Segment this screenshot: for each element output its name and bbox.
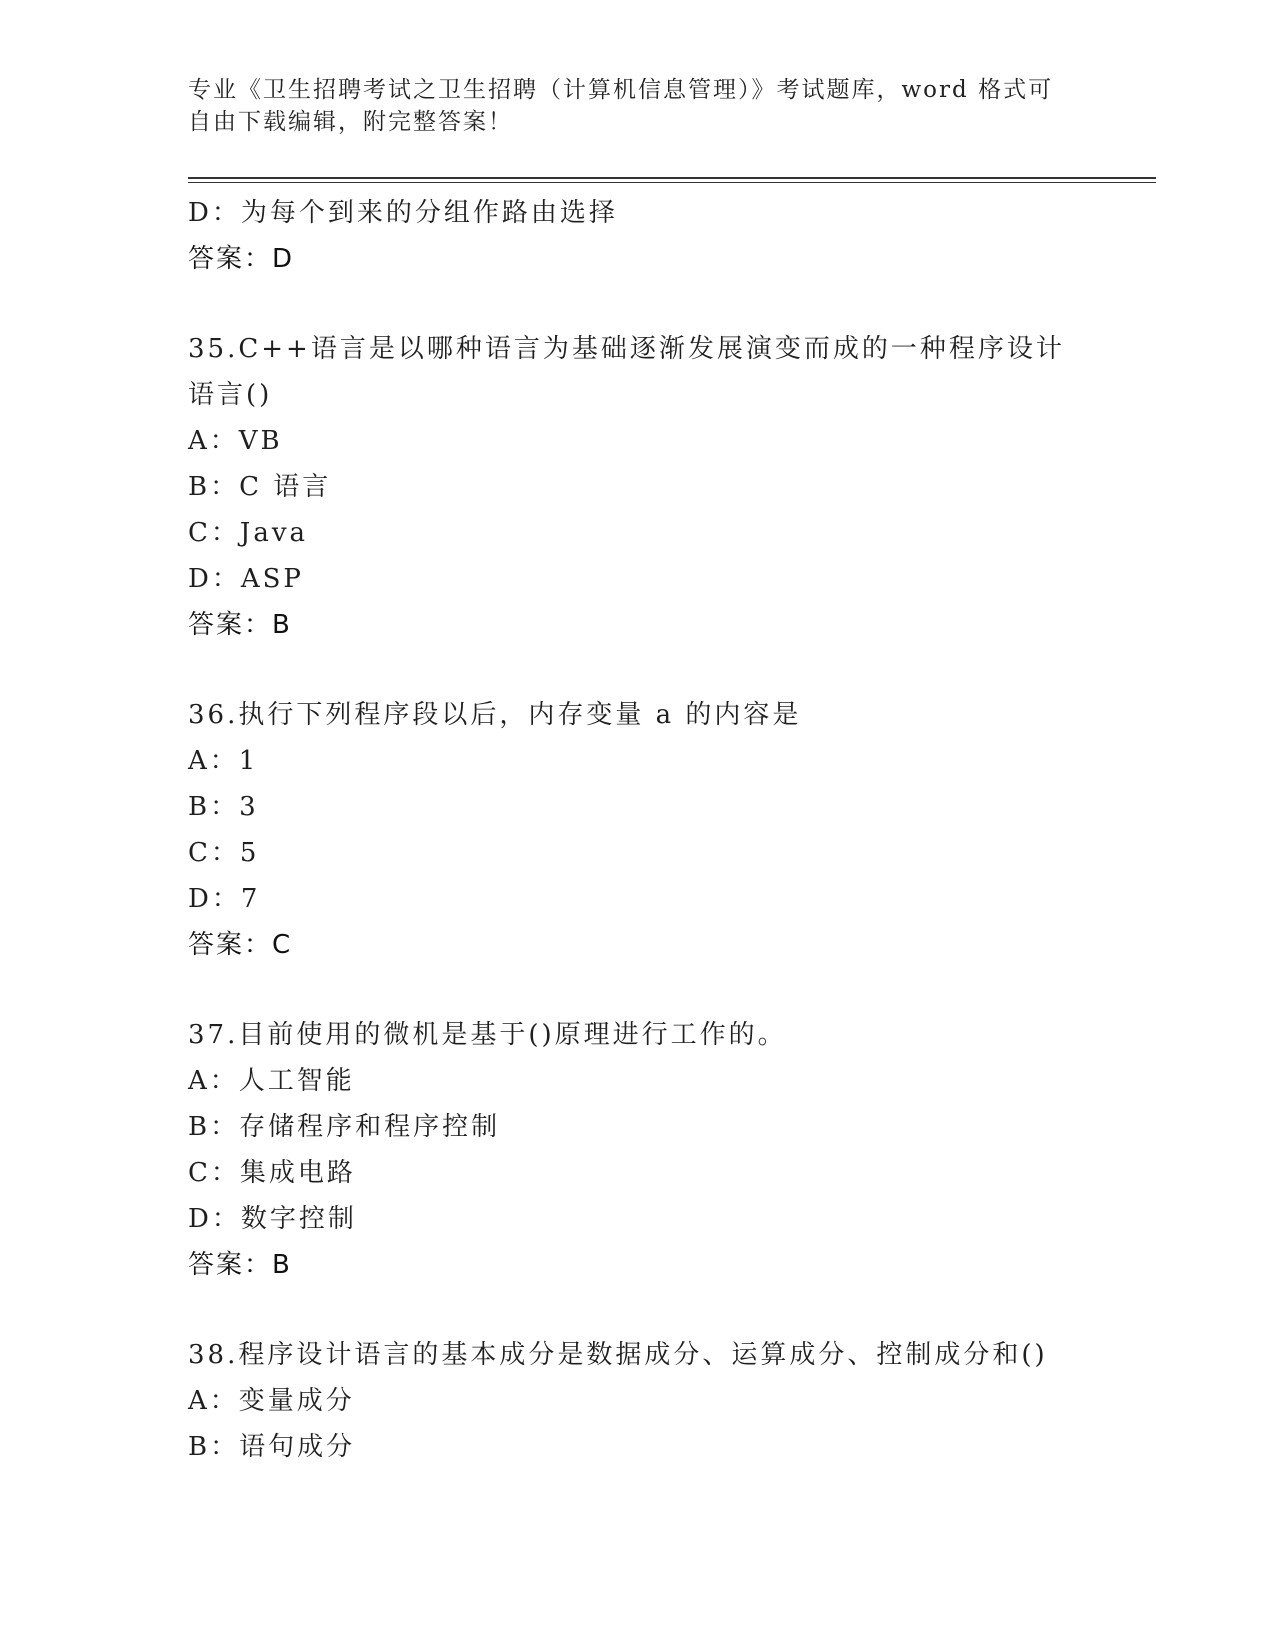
question-37-option-a: A：人工智能 bbox=[188, 1066, 355, 1096]
question-37-option-b: B：存储程序和程序控制 bbox=[188, 1112, 501, 1142]
question-35-option-d: D：ASP bbox=[188, 564, 304, 594]
question-34-answer: 答案：D bbox=[188, 244, 295, 274]
question-36-option-b: B：3 bbox=[188, 792, 259, 822]
question-36-stem: 36.执行下列程序段以后，内存变量 a 的内容是 bbox=[188, 700, 802, 730]
document-header: 专业《卫生招聘考试之卫生招聘（计算机信息管理）》考试题库，word 格式可自由下载编辑，附完整答案！ bbox=[188, 77, 1054, 135]
question-35-option-c: C：Java bbox=[188, 518, 309, 548]
question-36-option-a: A：1 bbox=[188, 746, 259, 776]
question-38-option-a: A：变量成分 bbox=[188, 1386, 355, 1416]
question-37-stem: 37.目前使用的微机是基于()原理进行工作的。 bbox=[188, 1020, 787, 1050]
question-36-option-d: D：7 bbox=[188, 884, 261, 914]
question-38-stem: 38.程序设计语言的基本成分是数据成分、运算成分、控制成分和() bbox=[188, 1340, 1048, 1370]
question-37-option-c: C：集成电路 bbox=[188, 1158, 356, 1188]
question-35-stem: 35.C++语言是以哪种语言为基础逐渐发展演变而成的一种程序设计语言() bbox=[188, 334, 1065, 410]
question-34-option-d: D：为每个到来的分组作路由选择 bbox=[188, 198, 618, 228]
header-divider-thin bbox=[188, 182, 1156, 183]
question-35-option-a: A：VB bbox=[188, 426, 283, 456]
question-38-option-b: B：语句成分 bbox=[188, 1432, 356, 1462]
question-36-option-c: C：5 bbox=[188, 838, 260, 868]
question-37-option-d: D：数字控制 bbox=[188, 1204, 357, 1234]
question-37-answer: 答案：B bbox=[188, 1250, 292, 1280]
header-divider-thick bbox=[188, 177, 1156, 179]
question-35-option-b: B：C 语言 bbox=[188, 472, 332, 502]
question-36-answer: 答案：C bbox=[188, 930, 293, 960]
question-35-answer: 答案：B bbox=[188, 610, 292, 640]
question-content bbox=[188, 190, 1088, 1470]
